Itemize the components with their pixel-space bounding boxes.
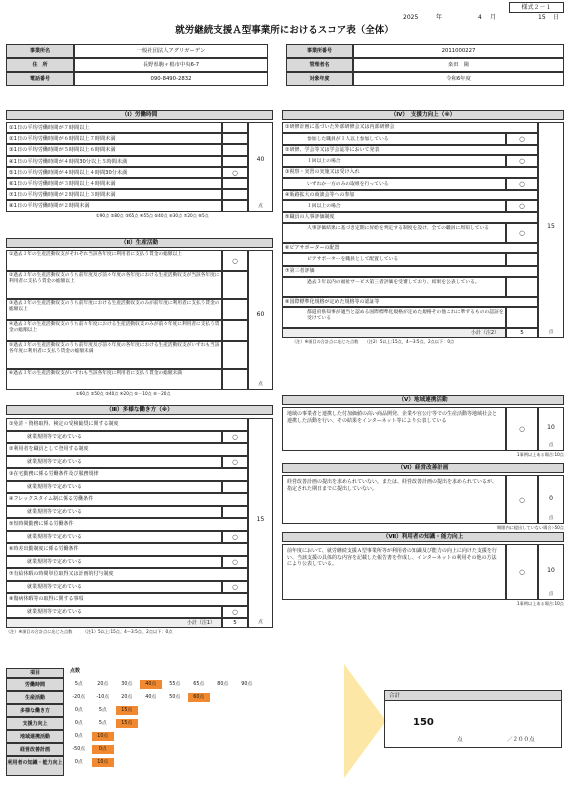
sec3-note: （注）※項目の合計点に応じた点数 （注1）5以上:15点、4～3:5点、2点以下：0点 — [6, 629, 173, 634]
summary-cell: -20点 — [72, 695, 86, 700]
sec4-title: （Ⅳ） 支援力向上（※） — [282, 110, 564, 120]
sec3-subtotal: 5 — [222, 618, 248, 628]
sec1-title: （Ⅰ）労働時間 — [6, 110, 273, 120]
summary-cell: 30点 — [121, 682, 133, 687]
sec4-note: （注）※項目の合計点に応じた点数 （注2）5以上:15点、4～3:5点、2点以下：0点 — [292, 339, 455, 344]
page-title: 就労継続支援Ａ型事業所におけるスコア表（全体） — [175, 25, 394, 36]
sec3-item-head: ②利用者を職員として登用する制度 — [6, 443, 248, 456]
sec4-item-head: ②研修、学会等又は学会誌等において発表 — [282, 145, 538, 156]
sec4-item-sub: いずれか一方のみの取組を行っている — [282, 178, 506, 190]
sec1-score: 40 — [256, 155, 265, 163]
sec5-text: 地域の事業者と連携した付加価値の高い商品開発、企業や官公庁等での生産活動等地域社会と連携した活動を行い、その結果をインターネット等により公表している — [282, 407, 506, 451]
sec4-mark: ○ — [506, 223, 538, 243]
sec2-mark — [222, 271, 248, 299]
summary-cell: 90点 — [241, 682, 253, 687]
sec4-score: 15 — [547, 223, 555, 230]
summary-cell: 15点 — [116, 706, 138, 715]
date-year-unit: 年 — [436, 14, 443, 21]
summary-cell: -10点 — [96, 695, 110, 700]
sec1-item: ③1日の平均労働時間が５時間以上６時間未満 — [6, 144, 222, 155]
sec3-mark: ○ — [222, 456, 248, 469]
sec3-item-sub: 就業規則等で定めている — [6, 506, 222, 519]
sec4-subtotal-label: 小計（注2） — [282, 328, 506, 338]
summary-row-label: 経営改善計画 — [6, 743, 64, 756]
sec4-unit: 点 — [548, 330, 554, 335]
sec4-mark: ○ — [506, 200, 538, 212]
sec1-item: ④1日の平均労働時間が４時間30分以上５時間未満 — [6, 156, 222, 167]
sec7-title: （Ⅶ）利用者の知識・能力向上 — [282, 532, 564, 542]
sec1-item: ⑧1日の平均労働時間が２時間未満 — [6, 200, 222, 211]
sec1-mark — [222, 122, 248, 133]
sec1-mark — [222, 133, 248, 144]
target-year: 令和6年度 — [353, 72, 564, 86]
sec1-mark — [222, 144, 248, 155]
sec2-item: ④過去３年の生産活動収支のうち前々年度における生産活動収支のみが前々年度に利用者に支払う賃金の総額以上 — [6, 320, 222, 341]
sec1-item: ①1日の平均労働時間が７時間以上 — [6, 122, 222, 133]
sec3-item-sub: 就業規則等で定めている — [6, 606, 222, 619]
sec6-note: 期限内に提出していない場合:-50点 — [497, 525, 564, 530]
sec3-mark — [222, 506, 248, 519]
sec3-unit: 点 — [258, 620, 263, 625]
sec2-item: ⑤過去３年の生産活動収支のうち前年度及び前々年度の各年度における生産活動収支がいずれも当該各年度に利用者に支払う賃金の総額未満 — [6, 341, 222, 369]
sec7-text: 前年度において、就労継続支援Ａ型事業所等が利用者の知識及び能力の向上に向けた支援を行い、当該支援の具体的な内容を記載した報告書を作成し、インターネットの利用その他の方法により公表している。 — [282, 544, 506, 600]
summary-row-label: 支援力向上 — [6, 717, 64, 730]
form-number: 様式２－１ — [509, 2, 564, 13]
sec1-note: ①90点 ②80点 ③65点 ④55点 ⑤40点 ⑥30点 ⑦20点 ⑧5点 — [96, 212, 209, 218]
sec3-mark: ○ — [222, 431, 248, 444]
sec3-item-head: ①免許・資格取得、検定の受検勧奨に関する制度 — [6, 418, 248, 431]
summary-cell: 55点 — [169, 682, 181, 687]
sec4-item-sub: １回以上の場合 — [282, 155, 506, 167]
sec1-score-box — [248, 122, 273, 212]
sec4-item-sub: １回以上の場合 — [282, 200, 506, 212]
sec4-mark — [506, 307, 538, 328]
total-label: 合計 — [385, 691, 561, 701]
sec3-score: 15 — [256, 516, 265, 523]
summary-cell: 0点 — [74, 708, 83, 713]
sec7-score: 10 — [547, 567, 555, 574]
sec1-item: ⑥1日の平均労働時間が３時間以上４時間未満 — [6, 178, 222, 189]
phone: 090-8490-2832 — [74, 72, 268, 86]
sec4-item-sub: 人事評価結果に基づき定期に昇給を判定する制度を設け、全ての職員に周知している — [282, 223, 506, 243]
sec2-item: ③過去３年の生産活動収支のうち前年度における生産活動収支のみが前年度に利用者に支払う賃金の総額以上 — [6, 299, 222, 320]
sec3-mark: ○ — [222, 556, 248, 569]
sec3-subtotal-label: 小計（注1） — [6, 618, 222, 628]
sec1-unit: 点 — [258, 203, 263, 209]
sec2-mark — [222, 299, 248, 320]
sec2-item: ②過去３年の生産活動収支のうち前年度及び前々年度の各年度における生産活動収支が当該各年度に利用者に支払う賃金の総額以上 — [6, 271, 222, 299]
business-name-label: 事業所名 — [6, 44, 74, 58]
sec2-mark — [222, 320, 248, 341]
sec3-item-head: ⑥時差出勤制度に係る労働条件 — [6, 543, 248, 556]
sec3-item-head: ⑧傷病休暇等の取得に関する事項 — [6, 593, 248, 606]
sec4-mark — [506, 253, 538, 266]
sec4-item-head: ①研修計画に基づいた外部研修会又は内部研修会 — [282, 122, 538, 133]
sec1-mark — [222, 200, 248, 211]
sec5-unit: 点 — [548, 443, 554, 448]
sec5-score: 10 — [547, 424, 555, 431]
target-year-label: 対象年度 — [286, 72, 353, 86]
manager-label: 管理者名 — [286, 58, 353, 72]
sec3-item-head: ④フレックスタイム制に係る労働条件 — [6, 493, 248, 506]
sec6-mark: ○ — [506, 475, 538, 524]
date-day: 15 — [538, 14, 546, 21]
sec5-note: 1事例以上ある場合:10点 — [516, 452, 564, 457]
summary-cell: 15点 — [116, 719, 138, 728]
sec3-item-sub: 就業規則等で定めている — [6, 431, 222, 444]
address: 長野県駒ヶ根市中央6-7 — [74, 58, 268, 72]
sec4-subtotal: 5 — [506, 328, 538, 338]
sec1-mark: ○ — [222, 167, 248, 178]
summary-cell: 0点 — [74, 734, 83, 739]
summary-cell: 20点 — [121, 695, 133, 700]
sec2-mark: ○ — [222, 250, 248, 271]
summary-row-label: 地域連携活動 — [6, 730, 64, 743]
sec4-item-head: ⑧国際標準化規格が定めた規格等の認証等 — [282, 297, 538, 308]
summary-cell: 10点 — [92, 758, 114, 767]
summary-cell: 60点 — [188, 693, 210, 702]
sec6-title: （Ⅵ）経営改善計画 — [282, 463, 564, 473]
sec4-item-sub: 都道府県知事が適当と認める国際標準化規格が定めた規格その他これに準ずるものの認証を受けている — [282, 307, 506, 328]
sec4-item-sub: 参加した職員が１人以上参加している — [282, 133, 506, 145]
sec4-mark — [506, 277, 538, 297]
sec2-title: （Ⅱ）生産活動 — [6, 238, 273, 248]
summary-cell: 0点 — [92, 745, 114, 754]
summary-cell: 80点 — [217, 682, 229, 687]
business-number: 2011000227 — [353, 44, 564, 58]
total-value: 150 — [413, 717, 434, 728]
sec7-note: 1事例以上ある場合:10点 — [516, 601, 564, 606]
summary-row-label: 労働時間 — [6, 678, 64, 691]
sec6-score: 0 — [549, 494, 553, 502]
summary-cell: -50点 — [72, 747, 86, 752]
sec2-mark — [222, 369, 248, 390]
manager-name: 桒田 陽 — [353, 58, 564, 72]
summary-cell: 65点 — [193, 682, 205, 687]
summary-points-header: 点数 — [70, 668, 81, 674]
summary-cell: 20点 — [97, 682, 109, 687]
date-month-unit: 月 — [490, 14, 497, 21]
sec2-unit: 点 — [258, 382, 263, 387]
total-box — [384, 690, 562, 748]
summary-row-label: 多様な働き方 — [6, 704, 64, 717]
sec3-title: （Ⅲ）多様な働き方（※） — [6, 405, 273, 415]
sec3-mark: ○ — [222, 581, 248, 594]
arrow-shape — [344, 662, 388, 780]
sec2-mark — [222, 341, 248, 369]
summary-cell: 5点 — [98, 721, 107, 726]
address-label: 住 所 — [6, 58, 74, 72]
summary-row-label: 利用者の知識・能力向上 — [6, 756, 64, 776]
sec2-score: 60 — [256, 311, 265, 318]
sec3-item-head: ③在宅勤務に係る労働条件及び服務規律 — [6, 468, 248, 481]
total-unit: 点 — [457, 737, 463, 743]
summary-cell: 0点 — [74, 721, 83, 726]
sec4-item-sub: 過去３年以内の福祉サービス第三者評価を受審しており、結果を公表している。 — [282, 277, 506, 297]
sec3-item-sub: 就業規則等で定めている — [6, 556, 222, 569]
date-day-unit: 日 — [553, 14, 560, 21]
sec2-note: ①60点 ②50点 ③40点 ④20点 ⑤－10点 ⑥－20点 — [76, 391, 171, 396]
sec4-item-head: ⑤職員の人事評価制度 — [282, 212, 538, 223]
sec4-mark: ○ — [506, 178, 538, 190]
sec1-item: ⑤1日の平均労働時間が４時間以上４時間30分未満 — [6, 167, 222, 178]
summary-item-header: 項目 — [6, 668, 64, 678]
sec7-mark: ○ — [506, 544, 538, 600]
sec5-mark: ○ — [506, 407, 538, 451]
sec3-mark: ○ — [222, 606, 248, 619]
date-month: 4 — [478, 14, 482, 21]
sec7-unit: 点 — [548, 592, 554, 597]
sec3-item-head: ⑦有給休暇の時間単位取得又は計画的付与制度 — [6, 568, 248, 581]
total-max: ／２００点 — [507, 737, 535, 743]
sec3-item-sub: 就業規則等で定めている — [6, 581, 222, 594]
sec3-item-sub: 就業規則等で定めている — [6, 481, 222, 494]
sec4-mark: ○ — [506, 155, 538, 167]
sec3-item-head: ⑤短時間勤務に係る労働条件 — [6, 518, 248, 531]
sec4-item-sub: ピアサポーターを職員として配置している — [282, 253, 506, 266]
sec1-mark — [222, 189, 248, 200]
summary-row-label: 生産活動 — [6, 691, 64, 704]
sec3-item-sub: 就業規則等で定めている — [6, 456, 222, 469]
sec3-mark — [222, 481, 248, 494]
summary-cell: 40点 — [140, 680, 162, 689]
sec1-item: ②1日の平均労働時間が６時間以上７時間未満 — [6, 133, 222, 144]
sec4-item-head: ④販路拡大の商談会等への参加 — [282, 190, 538, 201]
sec2-score-box — [248, 250, 273, 390]
date-year: 2025 — [403, 14, 419, 21]
sec2-item: ⑥過去３年の生産活動収支がいずれも当該各年度に利用者に支払う賃金の総額未満 — [6, 369, 222, 390]
sec6-unit: 点 — [548, 516, 554, 521]
business-number-label: 事業所番号 — [286, 44, 353, 58]
sec4-item-head: ⑦第三者評価 — [282, 266, 538, 277]
sec4-item-head: ⑥ピアサポーターの配置 — [282, 243, 538, 254]
sec1-item: ⑦1日の平均労働時間が２時間以上３時間未満 — [6, 189, 222, 200]
sec1-mark — [222, 178, 248, 189]
phone-label: 電話番号 — [6, 72, 74, 86]
sec2-item: ①過去３年の生産活動収支がそれぞれ当該各年度に利用者に支払う賃金の総額以上 — [6, 250, 222, 271]
sec3-item-sub: 就業規則等で定めている — [6, 531, 222, 544]
sec5-title: （Ⅴ）地域連携活動 — [282, 395, 564, 405]
summary-cell: 10点 — [92, 732, 114, 741]
sec1-mark — [222, 156, 248, 167]
summary-cell: 5点 — [98, 708, 107, 713]
summary-cell: 50点 — [169, 695, 181, 700]
business-name: 一般社団法人アグリガーデン — [74, 44, 268, 58]
sec4-item-head: ③視察・実習の実施又は受け入れ — [282, 167, 538, 178]
sec6-text: 経営改善計画の提出を求められていない。または、経営改善計画の提出を求められているが、指定された期日までに提出していない。 — [282, 475, 506, 524]
sec4-mark: ○ — [506, 133, 538, 145]
sec3-mark: ○ — [222, 531, 248, 544]
summary-cell: 5点 — [74, 682, 83, 687]
summary-cell: 40点 — [145, 695, 157, 700]
summary-cell: 0点 — [74, 760, 83, 765]
